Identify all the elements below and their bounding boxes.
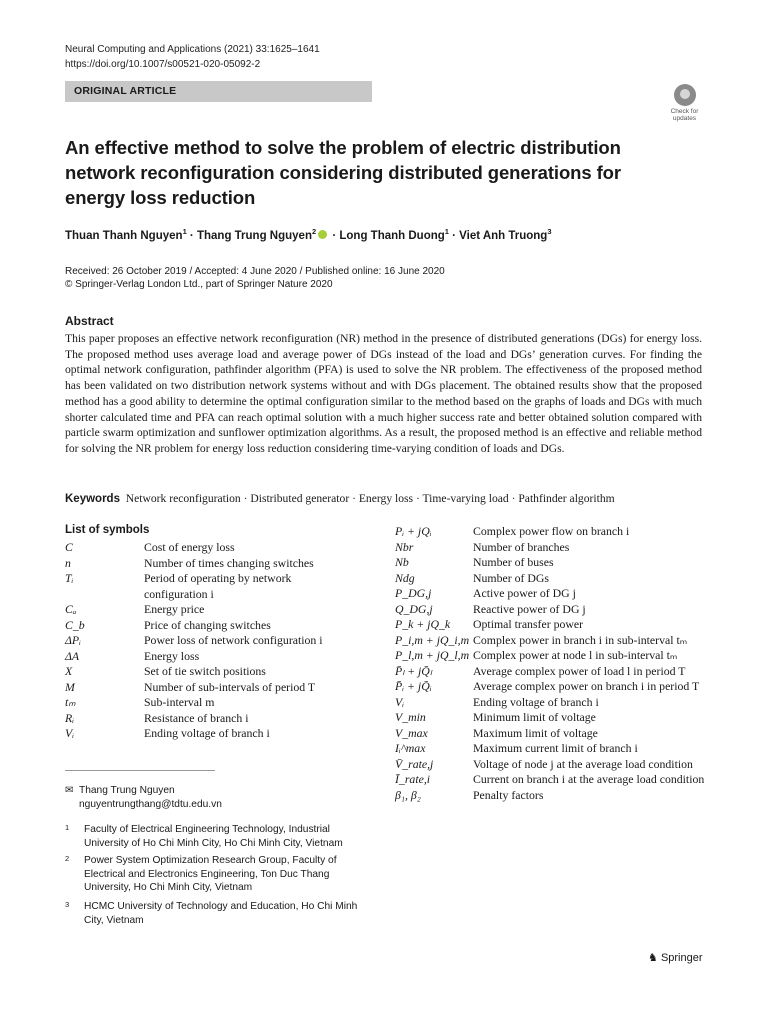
orcid-icon[interactable] <box>318 230 327 239</box>
symbol: V̄_rate,j <box>395 756 434 771</box>
author-name[interactable]: Thuan Thanh Nguyen <box>65 229 183 242</box>
copyright-line: © Springer-Verlag London Ltd., part of Springer Nature 2020 <box>65 279 333 290</box>
symbol-description: Average complex power of load l in period T <box>473 663 686 678</box>
symbol-row <box>395 586 705 602</box>
symbol-description: Number of branches <box>473 539 570 554</box>
crossmark-badge[interactable] <box>666 84 703 126</box>
symbol-row <box>395 757 705 773</box>
symbol-row <box>65 633 350 649</box>
symbol-description: Energy loss <box>144 648 200 663</box>
affiliation-1 <box>65 823 365 850</box>
symbol-row <box>395 710 705 726</box>
symbol-row <box>395 679 705 695</box>
affiliation-number: 3 <box>65 900 70 909</box>
publication-dates <box>65 265 445 291</box>
symbol: n <box>65 555 71 570</box>
symbol-description: Voltage of node j at the average load condition <box>473 756 693 771</box>
publisher-logo <box>648 951 703 965</box>
author-separator: · <box>448 229 460 242</box>
author-affiliation-marker: 1 <box>444 227 449 236</box>
symbol-row <box>395 555 705 571</box>
symbol: Nb <box>395 555 409 569</box>
symbol-row <box>395 772 705 788</box>
symbol-row <box>65 695 350 711</box>
symbol-description: Power loss of network configuration i <box>144 633 323 647</box>
symbol: P_i,m + jQ_i,m <box>395 632 470 647</box>
symbol: P_k + jQ_k <box>395 617 451 631</box>
symbol-row <box>395 524 705 540</box>
symbol: C_b <box>65 617 85 632</box>
symbol-row <box>395 788 705 804</box>
symbol: M <box>65 679 75 694</box>
article-type-bar <box>65 81 372 102</box>
symbols-table-right <box>395 524 705 803</box>
symbol-description: Ending voltage of branch i <box>473 694 599 709</box>
symbol-description: Reactive power of DG j <box>473 601 586 616</box>
symbol: C <box>65 540 73 554</box>
symbol-description: Current on branch i at the average load condition <box>473 772 705 786</box>
correspondence <box>65 784 222 811</box>
symbol-row <box>65 711 350 727</box>
abstract-text: This paper proposes an effective network reconfiguration (NR) method in the presence of distributed generations (DGs) for energy loss. The proposed method uses average load and average power of DGs instead of the load and DGs’ generation curves. For finding the optimal network configuration, pathfinder algorithm (PFA) is used to solve the NR problem. The effectiveness of the proposed method has been validated on two distribution network systems without and with DGs placement. The obtained results show that the proposed method has a good ability to determine the optimal configuration similar to the method based on the graphs of loads and DGs with much shorter calculated time and PFA can reach optimal solution with a much higher success rate and better obtained solution compared with particle swarm optimization and sunflower optimization algorithms. As a result, the proposed method is an effective and reliable method for solving the NR problem for energy loss reduction considering time-varying condition of loads and DGs. <box>65 332 702 455</box>
symbol: P̄ᵢ + jQ̄ᵢ <box>395 679 432 693</box>
author-name[interactable]: Viet Anh Truong <box>459 229 548 242</box>
crossmark-icon <box>674 84 696 106</box>
symbol: Cₐ <box>65 602 77 616</box>
affiliation-text: Faculty of Electrical Engineering Technology, Industrial University of Ho Chi Minh City, Ho Chi Minh City, Vietnam <box>84 824 343 849</box>
symbol: ΔA <box>65 648 80 663</box>
symbol: ΔPᵢ <box>65 633 81 647</box>
symbol: tₘ <box>65 695 76 709</box>
symbol-row <box>65 602 350 618</box>
symbol: Vᵢ <box>395 694 405 709</box>
symbol: Tᵢ <box>65 571 74 585</box>
symbol-description: Active power of DG j <box>473 586 576 600</box>
symbol-row <box>395 741 705 757</box>
journal-citation: Neural Computing and Applications (2021) 33:1625–1641 <box>65 44 320 55</box>
symbol: Nbr <box>395 539 414 554</box>
affiliation-number: 2 <box>65 854 70 863</box>
symbol-description: Ending voltage of branch i <box>144 726 270 740</box>
paper-title: An effective method to solve the problem of electric distribution network reconfiguration considering distributed generations for energy loss reduction <box>65 137 621 208</box>
symbol-description: Cost of energy loss <box>144 540 235 554</box>
symbol: Iᵢ^max <box>395 741 426 755</box>
symbol-description: Maximum limit of voltage <box>473 725 598 740</box>
symbol-row <box>395 648 705 664</box>
correspondence-email[interactable]: nguyentrungthang@tdtu.edu.vn <box>79 798 222 810</box>
symbol-row <box>395 571 705 587</box>
symbol-row <box>395 633 705 649</box>
symbol-description: Complex power at node l in sub-interval tₘ <box>473 648 678 662</box>
symbol-description: Maximum current limit of branch i <box>473 741 638 755</box>
author-affiliation-marker: 1 <box>182 227 187 236</box>
footnote-separator <box>65 770 215 771</box>
keywords <box>65 491 702 507</box>
symbol: Ī_rate,i <box>395 772 431 786</box>
doi-link[interactable]: https://doi.org/10.1007/s00521-020-05092-2 <box>65 59 261 70</box>
symbol-description: Minimum limit of voltage <box>473 710 596 724</box>
symbol-description: Energy price <box>144 602 205 616</box>
symbol-description: Price of changing switches <box>144 617 271 632</box>
symbol-description: Number of buses <box>473 555 554 569</box>
symbol: P_l,m + jQ_l,m <box>395 648 470 662</box>
affiliation-text: HCMC University of Technology and Education, Ho Chi Minh City, Vietnam <box>84 901 358 926</box>
symbol: β₁, β₂ <box>395 787 421 802</box>
symbol-description: Complex power flow on branch i <box>473 524 630 538</box>
symbol-row <box>65 540 350 556</box>
symbol-description: Number of DGs <box>473 570 550 585</box>
symbols-heading: List of symbols <box>65 524 150 536</box>
symbol-description: Complex power in branch i in sub-interval tₘ <box>473 632 688 647</box>
symbol-description: Average complex power on branch i in period T <box>473 679 700 693</box>
affiliation-3 <box>65 900 365 927</box>
symbol-description: Number of sub-intervals of period T <box>144 679 316 694</box>
symbol-row <box>395 617 705 633</box>
symbol: V_min <box>395 710 426 724</box>
symbol-description: Optimal transfer power <box>473 617 584 631</box>
author-separator: · <box>186 229 197 242</box>
symbol-row <box>65 571 350 602</box>
correspondence-name: Thang Trung Nguyen <box>79 785 175 796</box>
symbol-row <box>395 726 705 742</box>
symbol: Rᵢ <box>65 710 75 725</box>
symbol-row <box>65 680 350 696</box>
affiliation-2 <box>65 854 365 895</box>
symbol-row <box>395 602 705 618</box>
author-list <box>65 224 552 244</box>
keywords-label: Keywords <box>65 493 120 505</box>
keywords-list: Network reconfiguration · Distributed generator · Energy loss · Time-varying load · Pathfinder algorithm <box>125 492 615 505</box>
symbol-row <box>65 664 350 680</box>
crossmark-text: Check for updates <box>670 108 699 122</box>
article-type-label: ORIGINAL ARTICLE <box>74 85 177 97</box>
symbol-row <box>65 649 350 665</box>
symbol: Ndg <box>395 570 415 585</box>
springer-horse-icon: ♞ <box>648 952 658 964</box>
symbol-row <box>395 695 705 711</box>
symbol-row <box>395 540 705 556</box>
symbol-description: Number of times changing switches <box>144 555 314 570</box>
symbol-row <box>395 664 705 680</box>
symbol: Q_DG,j <box>395 601 433 616</box>
symbol-row <box>65 726 350 742</box>
affiliation-number: 1 <box>65 823 70 832</box>
symbol-description: Penalty factors <box>473 787 544 802</box>
abstract-heading: Abstract <box>65 314 114 328</box>
symbol-description: Resistance of branch i <box>144 710 249 725</box>
symbol-description: Period of operating by network configuration i <box>144 571 292 601</box>
symbol: P̄ₗ + jQ̄ₗ <box>395 663 432 678</box>
author-affiliation-marker: 3 <box>547 227 552 236</box>
author-affiliation-marker: 2 <box>311 227 317 236</box>
symbol: Pᵢ + jQᵢ <box>395 524 432 538</box>
symbol: X <box>65 664 73 678</box>
author-separator: · <box>329 229 340 242</box>
envelope-icon: ✉ <box>65 785 74 796</box>
journal-header <box>65 42 320 72</box>
author-name[interactable]: Long Thanh Duong <box>339 229 445 242</box>
publisher-name: Springer <box>660 952 703 964</box>
symbols-table-left <box>65 540 350 742</box>
date-line: Received: 26 October 2019 / Accepted: 4 June 2020 / Published online: 16 June 2020 <box>65 266 445 277</box>
author-name[interactable]: Thang Trung Nguyen <box>196 229 312 242</box>
symbol-row <box>65 618 350 634</box>
symbol: Vᵢ <box>65 726 75 740</box>
symbol: P_DG,j <box>395 586 432 600</box>
symbol-description: Set of tie switch positions <box>144 664 266 678</box>
affiliation-text: Power System Optimization Research Group, Faculty of Electrical and Electronics Engineering, Ton Duc Thang University, Ho Chi Minh City, Vietnam <box>84 855 337 893</box>
symbol: V_max <box>395 725 428 740</box>
symbol-row <box>65 556 350 572</box>
symbol-description: Sub-interval m <box>144 695 215 709</box>
